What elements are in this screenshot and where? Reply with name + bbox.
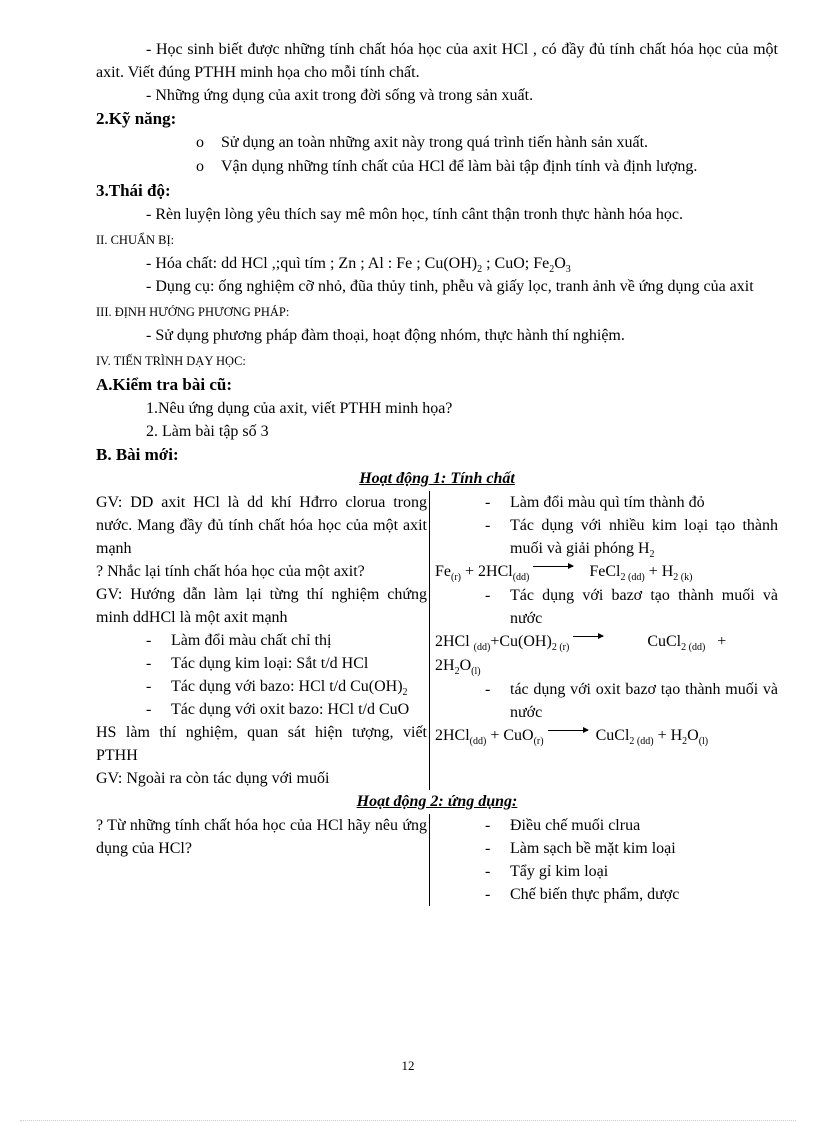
reaction-arrow-icon xyxy=(548,730,588,731)
application-question: ? Từ những tính chất hóa học của HCl hãy nêu ứng dụng của HCl? xyxy=(96,817,427,857)
prep-chemicals: - Hóa chất: dd HCl ,;quì tím ; Zn ; Al : Fe ; $Cu(OH)_2$ ; CuO; $Fe_2O_3$ xyxy=(146,255,571,276)
application-list xyxy=(435,814,778,906)
activity-1-title: Hoạt động 1: Tính chất xyxy=(359,470,515,487)
process-heading: IV. TIẾN TRÌNH DẠY HỌC: xyxy=(96,354,246,368)
activity-2-title: Hoạt động 2: ứng dụng: xyxy=(356,793,518,810)
teacher-guide: GV: Hướng dẫn làm lại từng thí nghiệm chứng minh ddHCl là một axit mạnh xyxy=(96,586,427,626)
experiment-item: - Tác dụng với bazo: HCl t/d $Cu(OH)_2$ xyxy=(146,675,427,698)
new-lesson-heading: B. Bài mới: xyxy=(96,445,179,464)
document-page xyxy=(96,38,778,906)
property-list xyxy=(435,491,778,560)
equation-3: 2HCl$_{(dd)}$ + CuO$_{(r)}$ CuCl$_{2 (dd)}$ + $H_2O_{(l)}$ xyxy=(435,727,709,748)
method-text: - Sử dụng phương pháp đàm thoại, hoạt động nhóm, thực hành thí nghiệm. xyxy=(146,327,625,344)
activity-1-content-column xyxy=(430,491,778,790)
page-border xyxy=(20,1120,796,1121)
activity-1-table xyxy=(96,491,778,790)
activity-2-content-column xyxy=(430,814,778,906)
experiment-item: - Làm đổi màu chất chỉ thị xyxy=(146,629,427,652)
experiment-item: - Tác dụng kim loại: Sắt t/d HCl xyxy=(146,652,427,675)
equation-2: 2HCl $_{(dd)}+Cu(OH)_{2 (r)}$ CuCl$_{2 (dd)}$ + $2H_2O_{(l)}$ xyxy=(435,633,727,678)
property-item: - Tác dụng với bazơ tạo thành muối và nước xyxy=(485,584,778,630)
skill-item: o Vận dụng những tính chất của HCl để làm bài tập định tính và định lượng. xyxy=(196,155,778,179)
review-question-1: 1.Nêu ứng dụng của axit, viết PTHH minh họa? xyxy=(146,400,453,417)
teacher-intro: GV: DD axit HCl là dd khí Hđrro clorua trong nước. Mang đầy đủ tính chất hóa học của một axit mạnh xyxy=(96,494,427,557)
property-list xyxy=(435,678,778,724)
application-item: - Tẩy gỉ kim loại xyxy=(485,860,778,883)
skills-heading: 2.Kỹ năng: xyxy=(96,109,177,128)
experiment-item: - Tác dụng với oxit bazo: HCl t/d CuO xyxy=(146,698,427,721)
attitude-heading: 3.Thái độ: xyxy=(96,181,171,200)
reaction-arrow-icon xyxy=(573,636,603,637)
teacher-note: GV: Ngoài ra còn tác dụng với muối xyxy=(96,770,330,787)
reaction-arrow-icon xyxy=(533,566,573,567)
property-item: - tác dụng với oxit bazơ tạo thành muối và nước xyxy=(485,678,778,724)
activity-2-teacher-column xyxy=(96,814,430,906)
application-item: - Chế biến thực phẩm, dược xyxy=(485,883,778,906)
attitude-text: - Rèn luyện lòng yêu thích say mê môn học, tính cânt thận tronh thực hành hóa học. xyxy=(146,206,683,223)
student-task: HS làm thí nghiệm, quan sát hiện tượng, viết PTHH xyxy=(96,724,427,764)
property-item: - Tác dụng với nhiều kim loại tạo thành muối và giải phóng $H_2$ xyxy=(485,514,778,560)
teacher-question: ? Nhắc lại tính chất hóa học của một axit? xyxy=(96,563,365,580)
property-item: - Làm đổi màu quì tím thành đỏ xyxy=(485,491,778,514)
prep-tools: - Dụng cụ: ống nghiệm cỡ nhỏ, đũa thủy tinh, phễu và giấy lọc, tranh ảnh về ứng dụng của axit xyxy=(146,278,754,295)
goal-2: - Những ứng dụng của axit trong đời sống và trong sản xuất. xyxy=(146,87,534,104)
skills-list xyxy=(96,131,778,179)
application-item: - Làm sạch bề mặt kim loại xyxy=(485,837,778,860)
review-question-2: 2. Làm bài tập số 3 xyxy=(146,423,269,440)
application-item: - Điều chế muối clrua xyxy=(485,814,778,837)
experiment-list xyxy=(96,629,427,721)
property-list xyxy=(435,584,778,630)
prep-heading: II. CHUẨN BỊ: xyxy=(96,233,175,247)
method-heading: III. ĐỊNH HƯỚNG PHƯƠNG PHÁP: xyxy=(96,305,290,319)
equation-1: $Fe_{(r)} + 2HCl_{(dd)}$ FeCl$_{2 (dd)}$ + $H_{2 (k)}$ xyxy=(435,563,693,584)
review-heading: A.Kiểm tra bài cũ: xyxy=(96,375,232,394)
skill-item: o Sử dụng an toàn những axit này trong quá trình tiến hành sản xuất. xyxy=(196,131,778,155)
activity-2-table xyxy=(96,814,778,906)
goal-1: - Học sinh biết được những tính chất hóa học của axit HCl , có đầy đủ tính chất hóa học của một axit. Viết đúng PTHH minh họa cho mỗi tính chất. xyxy=(96,41,778,81)
activity-1-teacher-column xyxy=(96,491,430,790)
page-number: 12 xyxy=(401,1058,415,1073)
